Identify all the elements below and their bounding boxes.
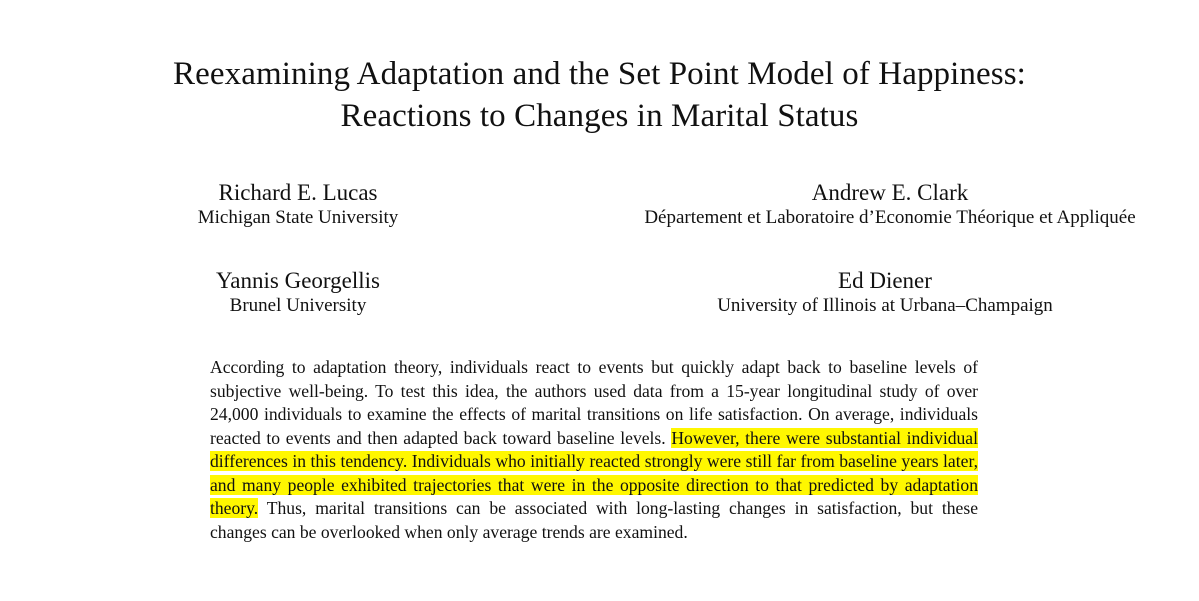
author-affiliation: Département et Laboratoire d’Economie Théorique et Appliquée — [644, 207, 1136, 228]
author-block-diener — [690, 268, 1080, 318]
author-block-lucas — [168, 180, 428, 230]
paper-title-line-1: Reexamining Adaptation and the Set Point Model of Happiness: — [173, 56, 1026, 92]
author-affiliation: University of Illinois at Urbana–Champaign — [717, 295, 1053, 316]
author-block-clark — [610, 180, 1170, 230]
author-name: Yannis Georgellis — [216, 268, 380, 293]
author-name: Andrew E. Clark — [811, 180, 969, 205]
author-affiliation: Michigan State University — [197, 207, 399, 228]
author-affiliation: Brunel University — [229, 295, 367, 316]
author-block-georgellis — [168, 268, 428, 318]
paper-title-line-2: Reactions to Changes in Marital Status — [340, 98, 859, 134]
abstract-highlighted-text: However, there were substantial individual differences in this tendency. Individuals who initially reacted strongly were still far from baseline years later, and many people exhibited trajectories that were in the opposite direction to that predicted by adaptation theory. — [210, 427, 978, 518]
abstract-text-end: Thus, marital transitions can be associated with long-lasting changes in satisfaction, but these changes can be overlooked when only average trends are examined. — [210, 498, 978, 542]
author-name: Ed Diener — [838, 268, 932, 293]
author-name: Richard E. Lucas — [218, 180, 378, 205]
abstract-text: According to adaptation theory, individuals react to events but quickly adapt back to baseline levels of subjective well-being. To test this idea, the authors used data from a 15-year longitudinal study of over 24,000 individuals to examine the effects of marital transitions on life satisfaction. On average, individuals reacted to events and then adapted back toward baseline levels. — [210, 357, 978, 448]
abstract — [210, 356, 978, 544]
